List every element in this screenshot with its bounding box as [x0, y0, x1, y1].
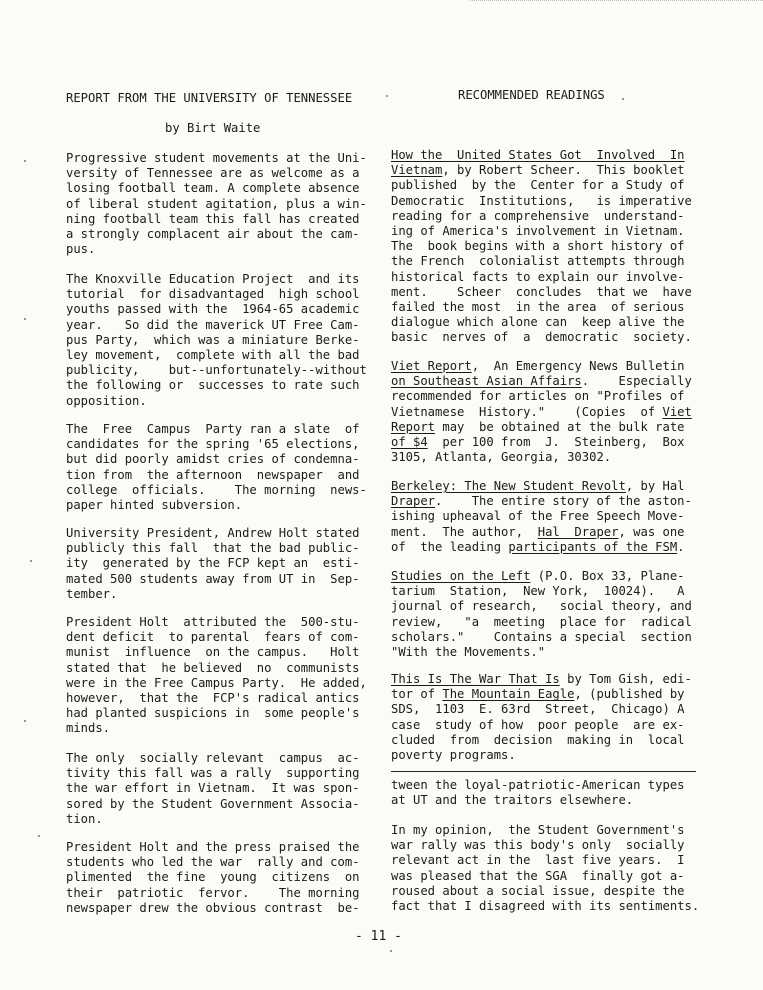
right-column-heading: RECOMMENDED READINGS	[458, 88, 605, 102]
scan-speck	[24, 720, 26, 722]
left-paragraph-4: University President, Andrew Holt stated publicly this fall that the bad public- ity generated by the FCP kept an esti- mated 500 students away from UT in Sep- tember.	[66, 526, 360, 601]
left-paragraph-6: The only socially relevant campus ac- tivity this fall was a rally supporting the war effort in Vietnam. It was spon- sored by the Student Government Associa- tion.	[66, 751, 360, 826]
left-paragraph-2: The Knoxville Education Project and its tutorial for disadvantaged high school youths passed with the 1964-65 academic year. So did the maverick UT Free Cam- pus Party, which was a miniature Berke- ley movement, complete with all the bad publicity, but--unfortunately--without the following or successes to rate such opposition.	[66, 272, 367, 408]
section-divider	[391, 771, 696, 772]
scan-speck	[38, 835, 40, 837]
scan-speck	[24, 318, 26, 320]
reading-title: Vietnam	[391, 163, 443, 178]
page-number: - 11 -	[355, 929, 402, 944]
reading-entry-vietnam: How the United States Got Involved In Vietnam, by Robert Scheer. This booklet published by the Center for a Study of Democratic Institutions, is imperative reading for a comprehensive understand- ing of America's involvement in Vietnam. The book begins with a short history of the French colonialist attempts through historical facts to explain our involve- ment. Scheer concludes that we have failed the most in the area of serious dialogue which alone can keep alive the basic nerves of a democratic society.	[391, 148, 692, 345]
left-paragraph-3: The Free Campus Party ran a slate of candidates for the spring '65 elections, but did poorly amidst cries of condemna- tion from the afternoon newspaper and college officials. The morning news- paper hinted subversion.	[66, 422, 367, 513]
reading-entry-berkeley: Berkeley: The New Student Revolt, by Hal Draper. The entire story of the aston- ishing upheaval of the Free Speech Move- ment. The author, Hal Draper, was one of the leading participants of the FSM.	[391, 479, 692, 554]
reading-entry-viet-report: Viet Report, An Emergency News Bulletin on Southeast Asian Affairs. Especially recommended for articles on "Profiles of Vietnamese History." (Copies of Viet Report may be obtained at the bulk rate of $4 per 100 from J. Steinberg, Box 3105, Atlanta, Georgia, 30302.	[391, 359, 692, 465]
reading-title: This Is The War That Is	[391, 672, 560, 686]
opinion-paragraph: In my opinion, the Student Government's war rally was this body's only socially relevant act in the last five years. I was pleased that the SGA finally got a- roused about a social issue, despite the fact that I disagreed with its sentiments.	[391, 823, 700, 914]
left-paragraph-7: President Holt and the press praised the students who led the war rally and com- plimented the fine young citizens on their patriotic fervor. The morning newspaper drew the obvious contrast be-	[66, 840, 360, 915]
scan-speck	[30, 560, 32, 562]
reading-title: Berkeley: The New Student Revolt	[391, 479, 626, 493]
scan-speck	[24, 160, 26, 162]
continuation-paragraph: tween the loyal-patriotic-American types at UT and the traitors elsewhere.	[391, 778, 685, 808]
scan-speck	[386, 95, 388, 97]
left-column-heading: REPORT FROM THE UNIVERSITY OF TENNESSEE	[66, 91, 353, 105]
left-paragraph-1: Progressive student movements at the Uni- versity of Tennessee are as welcome as a losing football team. A complete absence of liberal student agitation, plus a win- ning football team this fall has created a strongly complacent air about the cam- pus.	[66, 151, 367, 257]
reading-entry-studies-on-the-left: Studies on the Left (P.O. Box 33, Plane- tarium Station, New York, 10024). A journal of research, social theory, and review, "a meeting place for radical scholars." Contains a special section "With the Movements."	[391, 569, 692, 660]
reading-entry-war-that-is: This Is The War That Is by Tom Gish, edi- tor of The Mountain Eagle, (published by SDS, 1103 E. 63rd Street, Chicago) A case study of how poor people are ex- cluded from decision making in local poverty programs.	[391, 672, 692, 763]
byline: by Birt Waite	[165, 121, 261, 135]
reading-title: Viet Report	[391, 359, 472, 373]
reading-title: Studies on the Left	[391, 569, 531, 583]
reading-title: How the United States Got Involved In	[391, 148, 685, 162]
left-paragraph-5: President Holt attributed the 500-stu- dent deficit to parental fears of com- munist influence on the campus. Holt stated that he believed no communists were in the Free Campus Party. He added, however, that the FCP's radical antics had planted suspicions in some people's minds.	[66, 615, 367, 736]
scan-speck	[390, 950, 392, 952]
top-edge-marks	[470, 0, 763, 7]
scan-speck	[622, 98, 624, 100]
